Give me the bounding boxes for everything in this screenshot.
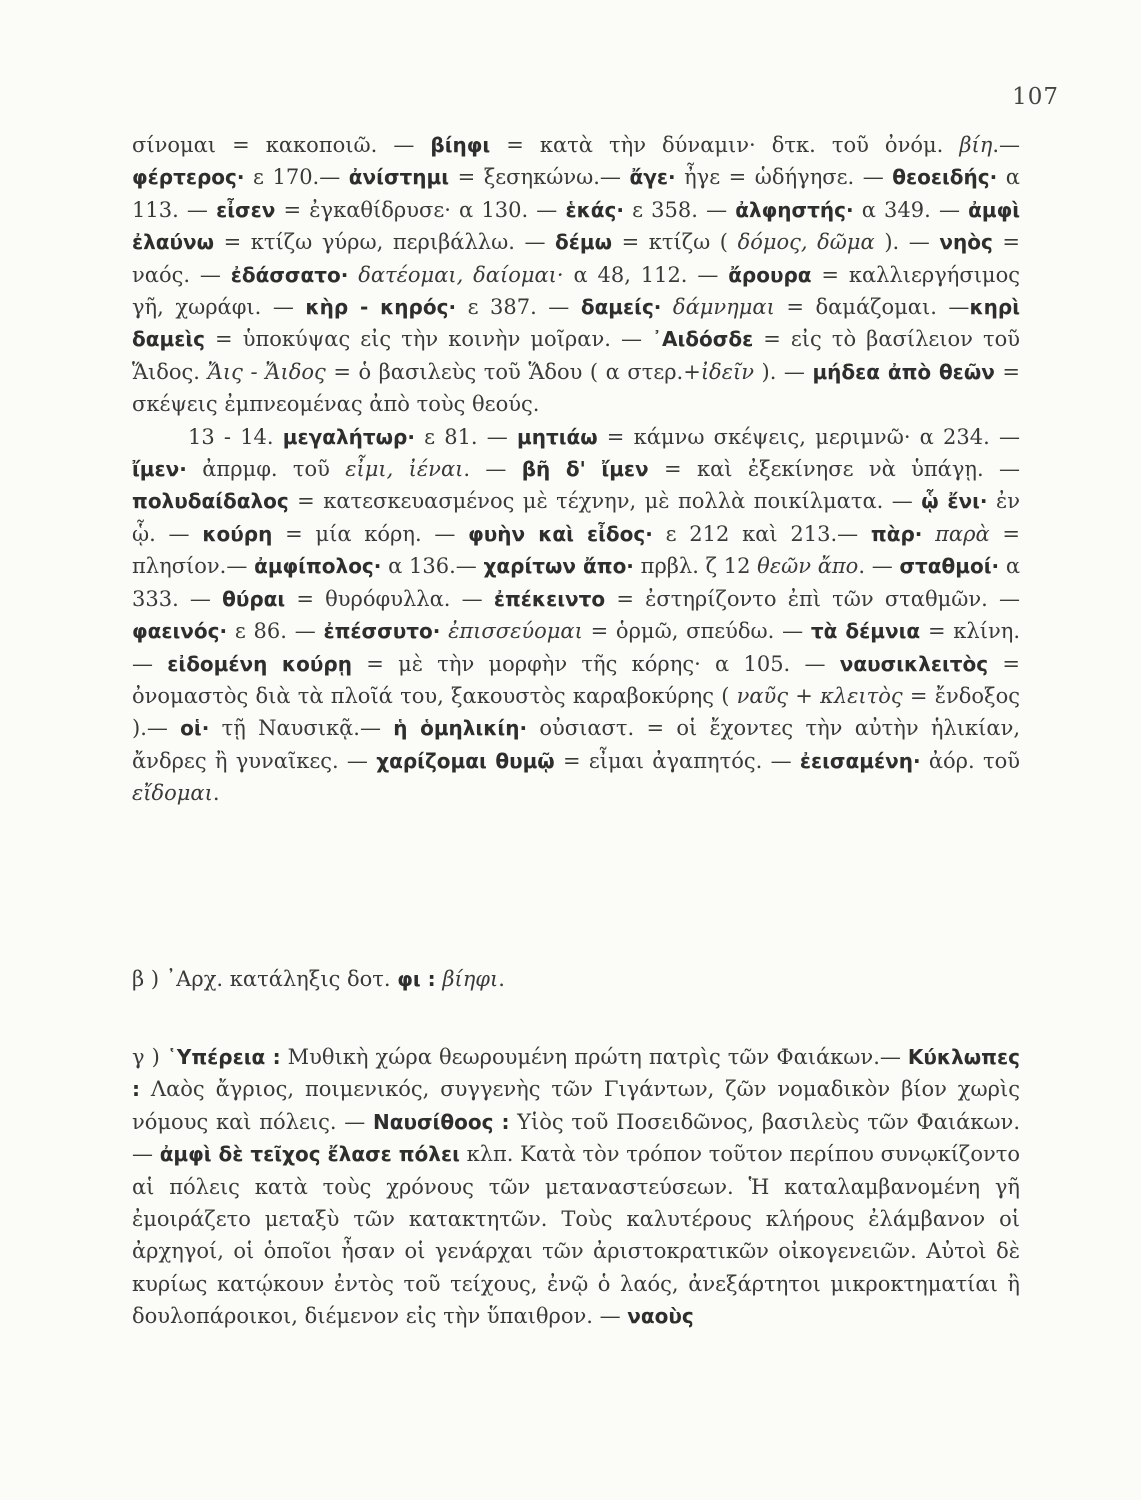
headword: ᾧ ἔνι·: [921, 489, 988, 514]
text-run: = θυρόφυλλα. —: [285, 586, 494, 611]
headword: χαρίζομαι θυμῷ: [376, 748, 555, 773]
italic-term: εἴδομαι: [132, 781, 213, 806]
text-run: ἐν ᾧ. —: [132, 489, 1020, 546]
headword: βίηφι: [430, 133, 491, 157]
text-run: = πλησίον.—: [132, 521, 1020, 579]
text-run: .: [498, 967, 505, 991]
text-run: = ὁρμῶ, σπεύδω. —: [582, 619, 811, 644]
text-run: = εἶμαι ἀγαπητός. —: [554, 748, 800, 773]
text-run: ἀπρμφ. τοῦ: [186, 457, 346, 482]
headword: φι :: [397, 967, 436, 991]
text-run: .—: [992, 133, 1020, 157]
text-run: = καλλιεργήσιμος γῆ, χωράφι. —: [132, 262, 1020, 320]
text-run: σίνομαι = κακοποιῶ. —: [132, 133, 431, 157]
text-run: = ἐγκαθίδρυσε· α 130. —: [275, 197, 566, 222]
text-run: α 113. —: [132, 165, 1020, 222]
text-run: α 48, 112. —: [563, 262, 729, 287]
headword: θύραι: [222, 586, 286, 611]
headword: μεγαλήτωρ·: [282, 424, 415, 449]
text-run: ε 212 καὶ 213.—: [652, 521, 871, 546]
text-run: α 349. —: [853, 197, 969, 222]
text-run: ἀόρ. τοῦ: [920, 748, 1020, 773]
text-run: ε 358. —: [624, 197, 736, 222]
text-run: ε 81. —: [414, 424, 517, 449]
page-number: 107: [1012, 84, 1059, 110]
text-run: ε 387. —: [456, 295, 581, 320]
text-run: α 333. —: [132, 554, 1021, 611]
headword: ἐπέσσυτο·: [323, 619, 441, 644]
section-beta: [132, 963, 1020, 995]
text-run: 13 - 14.: [188, 424, 283, 449]
text-run: = καὶ ἐξεκίνησε νὰ ὑπάγῃ. —: [648, 457, 1021, 482]
text-run: = ὑποκύψας εἰς τὴν κοινὴν μοῖραν. —: [204, 327, 653, 352]
text-run: .: [212, 781, 220, 806]
text-run: = ξεσηκώνω.—: [449, 165, 630, 190]
text-run: γ ): [132, 1045, 167, 1069]
text-run: . —: [858, 554, 900, 579]
headword: κηρὶ δαμεὶς: [132, 295, 1020, 352]
italic-term: Ἄις - Ἄιδος: [207, 359, 326, 384]
headword: θεοειδής·: [892, 165, 998, 190]
text-run: ε 170.—: [244, 165, 349, 190]
text-run: Λαὸς ἄγριος, ποιμενικός, συγγενὴς τῶν Γιγάντων, ζῶν νομαδικὸν βίον χωρὶς νόμους καὶ πόλεις. —: [132, 1077, 1020, 1134]
headword: ἀνίστημι: [348, 165, 450, 190]
headword: μητιάω: [516, 424, 598, 449]
italic-term: βίη: [959, 133, 993, 157]
headword: πολυδαίδαλος: [132, 489, 289, 514]
italic-term: θεῶν ἄπο: [757, 554, 859, 579]
text-run: = ὀνομαστὸς διὰ τὰ πλοῖά του, ξακουστὸς καραβοκύρης (: [132, 651, 1020, 708]
headword: ἀμφὶ δὲ τεῖχος ἔλασε πόλει: [159, 1142, 460, 1167]
text-run: β ) ᾿Αρχ. κατάληξις δοτ.: [132, 967, 398, 991]
text-run: πρβλ. ζ 12: [633, 554, 758, 579]
text-run: = κατεσκευασμένος μὲ τέχνην, μὲ πολλὰ ποικίλματα. —: [288, 489, 922, 514]
text-run: = κάμνω σκέψεις, μεριμνῶ· α 234. —: [597, 424, 1020, 449]
headword: φαεινός·: [132, 619, 228, 644]
headword: Κύκλωπες :: [132, 1045, 1020, 1102]
text-run: = κλίνη. —: [132, 619, 1020, 676]
italic-term: δόμος, δῶμα: [737, 230, 875, 255]
text-run: τῇ Ναυσικᾷ.—: [209, 716, 394, 741]
headword: ἀλφηστής·: [735, 197, 854, 222]
text-run: = ὁ βασιλεὺς τοῦ Ἅδου ( α στερ.+: [325, 359, 701, 384]
italic-term: ἐπισσεύομαι: [440, 619, 583, 644]
headword: ᾿Αιδόσδε: [652, 327, 754, 352]
text-run: = μὲ τὴν μορφὴν τῆς κόρης· α 105. —: [351, 651, 840, 676]
headword: φέρτερος·: [132, 165, 245, 190]
headword: κὴρ - κηρός·: [305, 295, 457, 320]
headword: ἄγε·: [629, 165, 676, 190]
headword: δέμω: [555, 230, 612, 255]
headword: οἱ·: [180, 716, 210, 741]
headword: τὰ δέμνια: [810, 619, 921, 644]
headword: ἑκάς·: [565, 197, 624, 222]
text-run: = κτίζω γύρω, περιβάλλω. —: [214, 230, 556, 255]
headword: ναυσικλειτὸς: [839, 651, 989, 676]
italic-term: ἰδεῖν: [700, 359, 754, 384]
headword: χαρίτων ἄπο·: [483, 554, 634, 579]
headword: φυὴν καὶ εἶδος·: [468, 521, 653, 546]
text-run: α 136.—: [381, 554, 484, 579]
text-run: = μία κόρη. —: [272, 521, 469, 546]
vocabulary-paragraph: [132, 129, 1020, 810]
headword: ἄρουρα: [728, 262, 812, 287]
headword: ἐπέκειντο: [493, 586, 606, 611]
italic-term: βίηφι: [435, 967, 499, 991]
text-run: = εἰς τὸ βασίλειον τοῦ Ἅιδος.: [132, 327, 1020, 384]
text-run: οὐσιαστ. = οἱ ἔχοντες τὴν αὐτὴν ἡλικίαν, ἄνδρες ἢ γυναῖκες. —: [132, 716, 1021, 773]
headword: εἶσεν: [216, 197, 276, 222]
headword: ἐδάσσατο·: [230, 262, 349, 287]
headword: ἀμφὶ ἐλαύνω: [132, 197, 1021, 255]
headword: βῆ δ' ἴμεν: [521, 457, 649, 482]
text-run: ε 86. —: [227, 619, 324, 644]
text-run: = κτίζω (: [612, 230, 738, 255]
headword: ναοὺς: [627, 1304, 694, 1329]
headword: κούρη: [202, 521, 273, 546]
text-run: Μυθικὴ χώρα θεωρουμένη πρώτη πατρὶς τῶν Φαιάκων.—: [280, 1045, 908, 1069]
text-run: = ἔνδοξος ).—: [132, 683, 1020, 741]
italic-term: ναῦς + κλειτὸς: [736, 683, 903, 708]
headword: νηὸς: [939, 230, 993, 255]
headword: Ναυσίθοος :: [373, 1109, 510, 1134]
headword: ἴμεν·: [132, 457, 187, 482]
headword: ἐεισαμένη·: [799, 748, 921, 773]
italic-term: δατέομαι, δαίομαι·: [348, 262, 564, 287]
italic-term: δάμνημαι: [661, 295, 775, 320]
text-run: = σκέψεις ἐμπνεομένας ἀπὸ τοὺς θεούς.: [132, 359, 1020, 417]
text-run: = ἐστηρίζοντο ἐπὶ τῶν σταθμῶν. —: [605, 586, 1021, 611]
text-run: = ναός. —: [132, 230, 1020, 287]
text-run: = δαμάζομαι. —: [774, 295, 970, 320]
headword: σταθμοί·: [899, 554, 1000, 579]
headword: ἀμφίπολος·: [254, 554, 382, 579]
headword: εἰδομένη κούρῃ: [167, 651, 352, 676]
headword: πὰρ·: [870, 521, 923, 546]
text-run: ἦγε = ὡδήγησε. —: [675, 165, 893, 190]
text-run: κλπ. Κατὰ τὸν τρόπον τοῦτον περίπου συνῳκίζοντο αἱ πόλεις κατὰ τοὺς χρόνους τῶν μεταναστεύσεων. Ἡ καταλαμβανομένη γῆ ἐμοιράζετο μεταξὺ τῶν κατακτητῶν. Τοὺς καλυτέρους κλήρους ἐλάμβανον οἱ ἀρχηγοί, οἱ ὁποῖοι ἦσαν οἱ γενάρχαι τῶν ἀριστοκρατικῶν οἰκογενειῶν. Αὐτοὶ δὲ κυρίως κατῴκουν ἐντὸς τοῦ τείχους, ἐνῷ ὁ λαός, ἀνεξάρτητοι μικροκτηματίαι ἢ δουλοπάροικοι, διέμενον εἰς τὴν ὕπαιθρον. —: [132, 1142, 1020, 1329]
headword: ἡ ὁμηλικίη·: [393, 716, 528, 741]
text-run: Υἱὸς τοῦ Ποσειδῶνος, βασιλεὺς τῶν Φαιάκων. —: [132, 1109, 1021, 1167]
italic-term: παρὰ: [922, 521, 990, 546]
text-run: ). —: [874, 230, 940, 255]
headword: δαμείς·: [580, 295, 662, 320]
headword: ῾Υπέρεια :: [166, 1045, 281, 1069]
italic-term: εἶμι, ἰέναι: [345, 457, 464, 482]
section-gamma: [132, 1041, 1020, 1333]
text-run: = κατὰ τὴν δύναμιν· δτκ. τοῦ ὀνόμ.: [490, 133, 960, 157]
headword: μήδεα ἀπὸ θεῶν: [812, 359, 995, 384]
text-run: ). —: [753, 359, 813, 384]
text-run: . —: [463, 457, 522, 482]
